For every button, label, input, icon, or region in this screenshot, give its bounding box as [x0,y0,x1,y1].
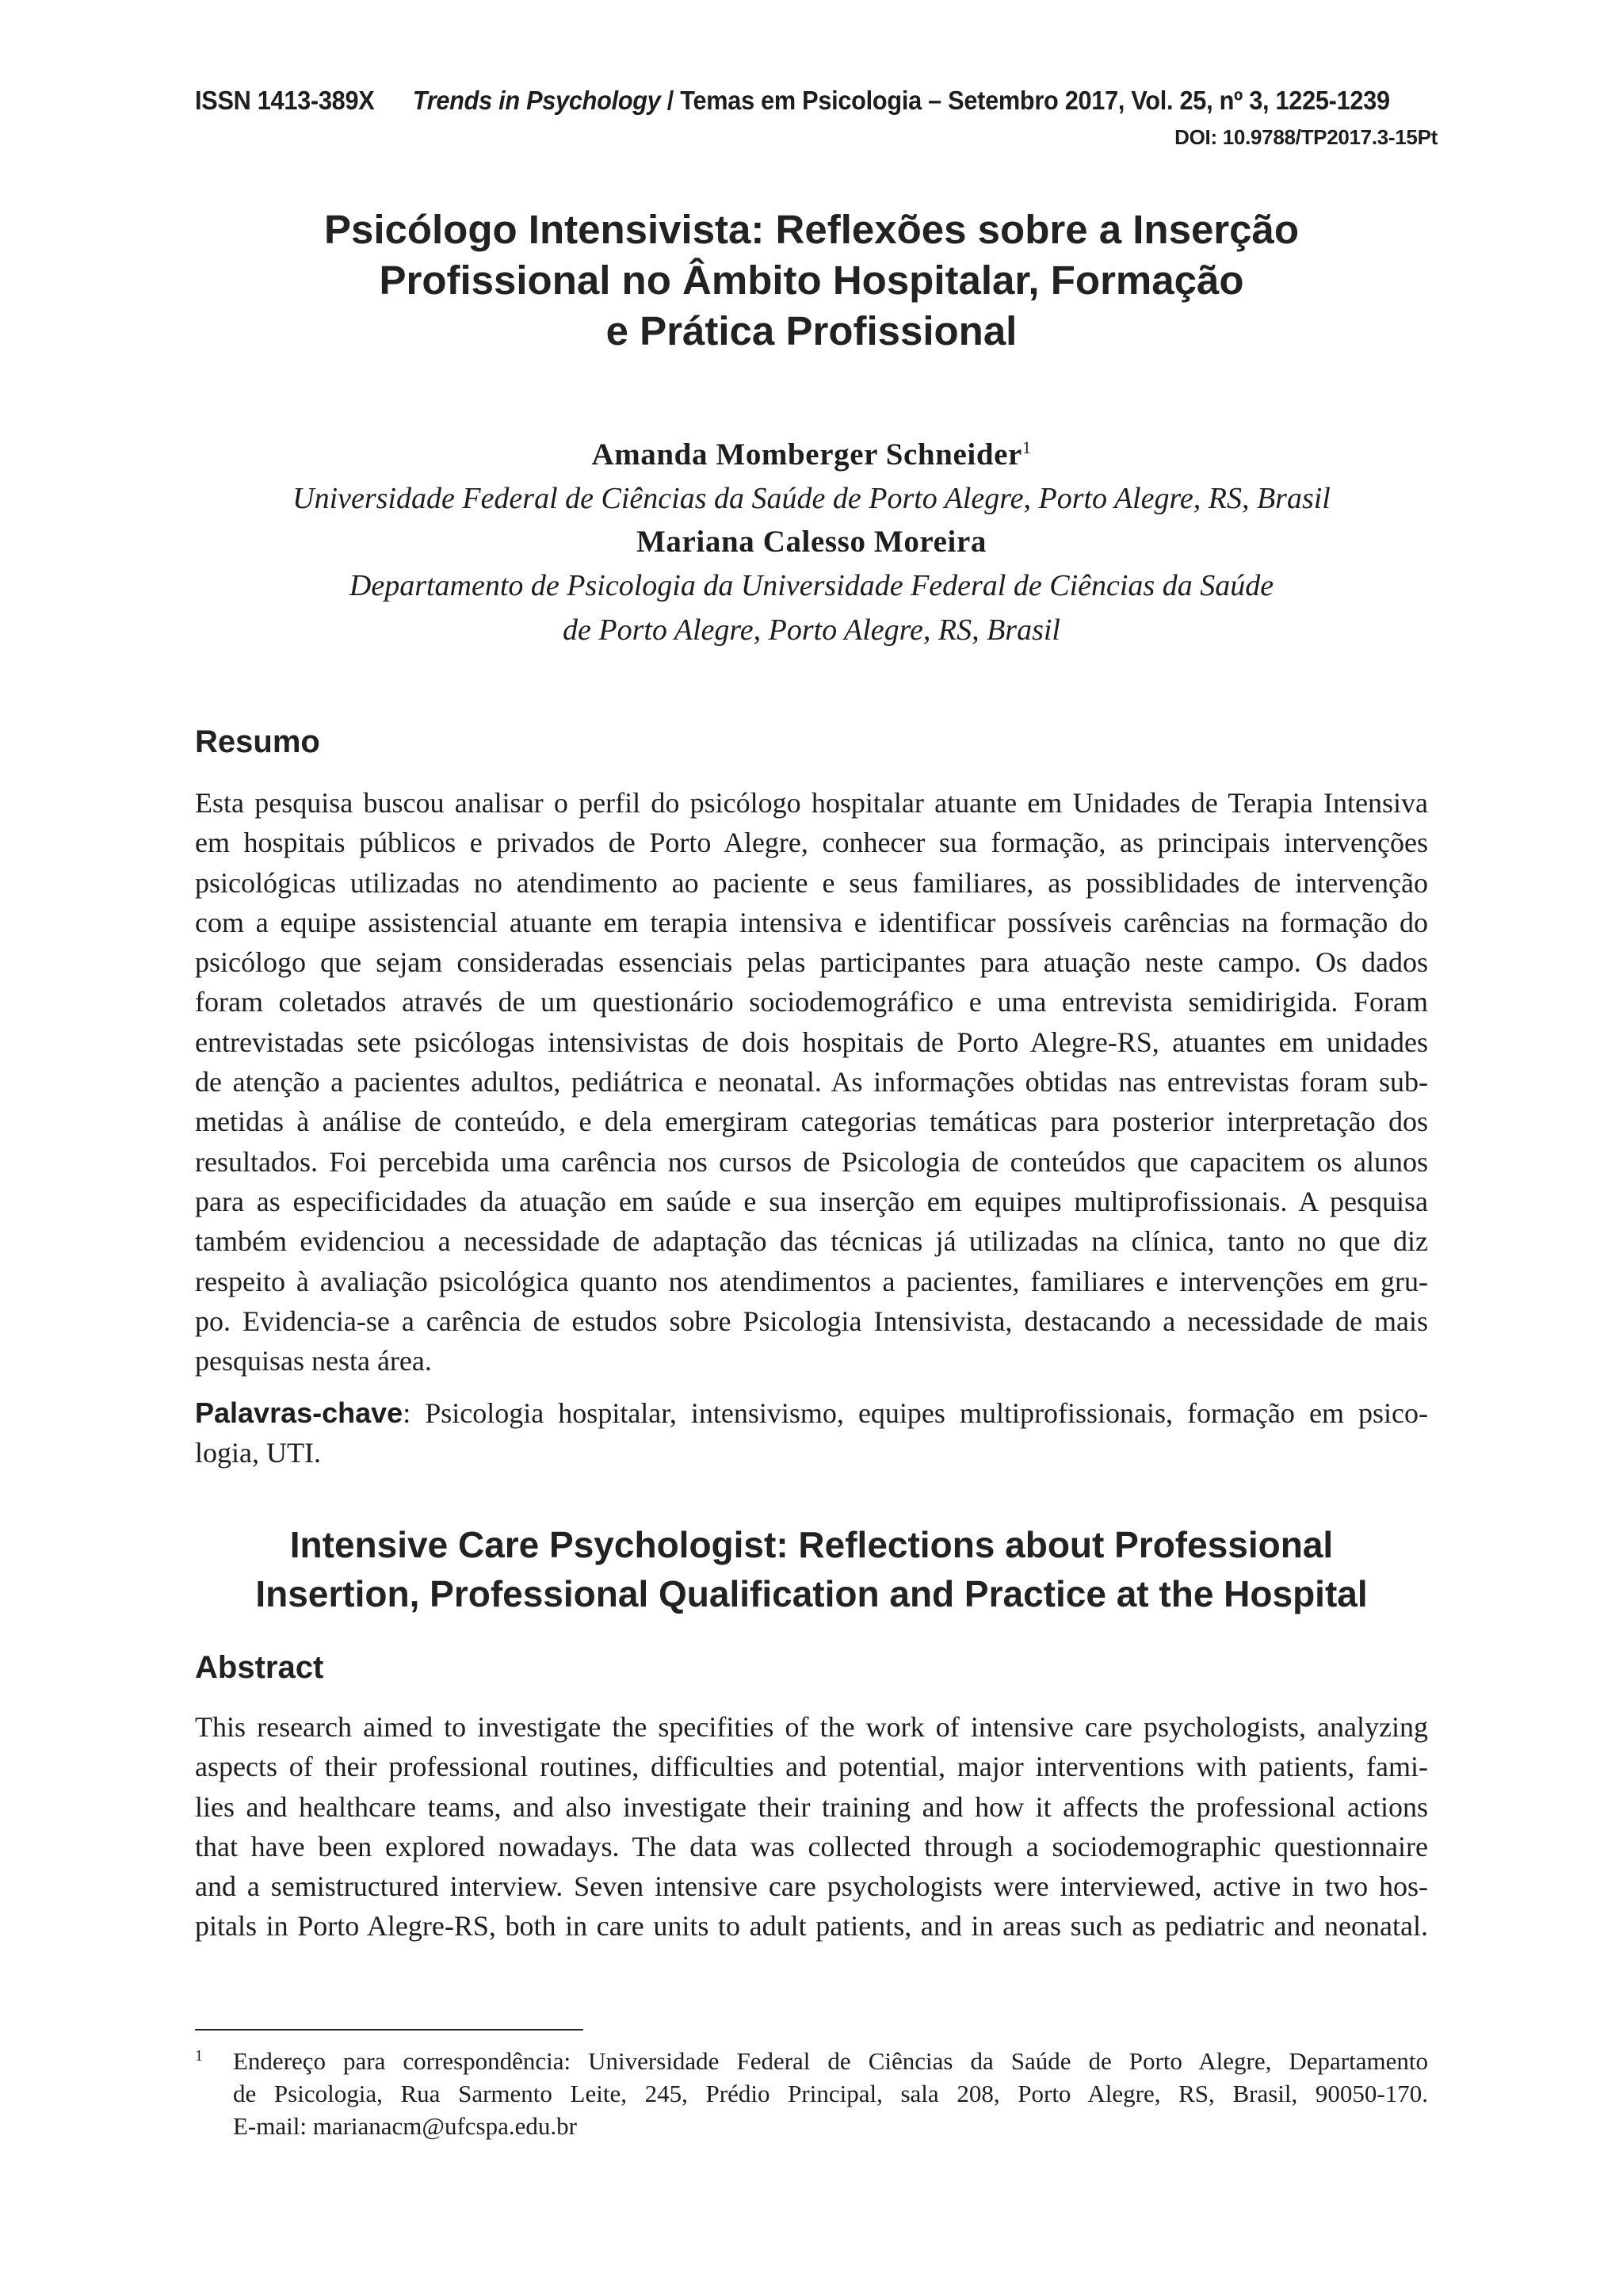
author-affiliation: de Porto Alegre, Porto Alegre, RS, Brasil [563,613,1060,647]
keywords-line: logia, UTI. [195,1437,321,1469]
journal-issue-info: / Temas em Psicologia – Setembro 2017, Vol. 25, nº 3, 1225-1239 [660,86,1390,115]
resumo-line: psicológicas utilizadas no atendimento ao paciente e seus familiares, as possiblidades de intervenção [195,866,1428,899]
author-name: Mariana Calesso Moreira [636,525,987,559]
authors-block [195,426,1428,652]
footnote-divider [195,2029,583,2030]
running-header [195,86,1390,116]
resumo-line: de atenção a pacientes adultos, pediátrica e neonatal. As informações obtidas nas entrevistas foram sub- [195,1066,1428,1098]
resumo-heading: Resumo [195,724,320,759]
keywords-line: Palavras-chave: Psicologia hospitalar, intensivismo, equipes multiprofissionais, formação em psico- [195,1396,1428,1429]
title-pt-line: Psicólogo Intensivista: Reflexões sobre a Inserção [323,207,1300,252]
author-affiliation: Departamento de Psicologia da Universidade Federal de Ciências da Saúde [349,569,1274,602]
author-name: Amanda Momberger Schneider$^1$ [591,437,1032,472]
title-en-line: Insertion, Professional Qualification and Practice at the Hospital [255,1573,1368,1614]
resumo-line: respeito à avaliação psicológica quanto nos atendimentos a pacientes, familiares e intervenções em gru- [195,1265,1428,1297]
abstract-line: This research aimed to investigate the specifities of the work of intensive care psychologists, analyzing [195,1711,1428,1743]
article-title-pt [195,204,1428,357]
footnote-body [233,2045,1428,2142]
abstract-heading: Abstract [195,1650,324,1685]
title-pt-line: e Prática Profissional [605,308,1018,353]
resumo-line: Esta pesquisa buscou analisar o perfil do psicólogo hospitalar atuante em Unidades de Terapia Intensiva [195,787,1428,819]
resumo-body [195,783,1428,1381]
footnote-mark: 1 [1022,437,1032,457]
title-en-line: Intensive Care Psychologist: Reflections about Professional [289,1524,1334,1565]
resumo-line: metidas à análise de conteúdo, e dela emergiram categorias temáticas para posterior interpretação dos [195,1106,1428,1138]
footnote-line: E-mail: marianacm@ufcspa.edu.br [233,2112,577,2140]
abstract-line: aspects of their professional routines, difficulties and potential, major interventions with patients, fami- [195,1751,1428,1783]
doi: DOI: 10.9788/TP2017.3-15Pt [1174,125,1438,149]
article-title-en [195,1520,1428,1618]
title-pt-line: Profissional no Âmbito Hospitalar, Formação [379,258,1244,303]
keywords-label: Palavras-chave [195,1396,403,1429]
abstract-body [195,1707,1428,1946]
abstract-line: pitals in Porto Alegre-RS, both in care units to adult patients, and in areas such as pediatric and neonatal. [195,1910,1428,1943]
resumo-line: também evidenciou a necessidade de adaptação das técnicas já utilizadas na clínica, tanto no que diz [195,1225,1428,1258]
resumo-line: resultados. Foi percebida uma carência nos cursos de Psicologia de conteúdos que capacitem os alunos [195,1145,1428,1178]
resumo-line: foram coletados através de um questionário sociodemográfico e uma entrevista semidirigida. Foram [195,986,1428,1018]
footnote-line: de Psicologia, Rua Sarmento Leite, 245, Prédio Principal, sala 208, Porto Alegre, RS, Brasil, 90050-170. [233,2080,1428,2107]
abstract-line: that have been explored nowadays. The data was collected through a sociodemographic questionnaire [195,1830,1428,1862]
abstract-line: lies and healthcare teams, and also investigate their training and how it affects the professional actions [195,1790,1428,1823]
resumo-line: para as especificidades da atuação em saúde e sua inserção em equipes multiprofissionais. A pesquisa [195,1185,1428,1217]
author-affiliation: Universidade Federal de Ciências da Saúde de Porto Alegre, Porto Alegre, RS, Brasil [292,482,1331,515]
footnote-number: 1 [195,2047,203,2065]
resumo-line: po. Evidencia-se a carência de estudos sobre Psicologia Intensivista, destacando a necessidade de mais [195,1305,1428,1337]
journal-name: Trends in Psychology [412,86,661,115]
keywords [195,1393,1428,1473]
resumo-line: psicólogo que sejam consideradas essenciais pelas participantes para atuação neste campo. Os dados [195,946,1428,979]
resumo-line: em hospitais públicos e privados de Porto Alegre, conhecer sua formação, as principais intervenções [195,827,1428,859]
footnote [195,2045,1428,2142]
resumo-line: entrevistadas sete psicólogas intensivistas de dois hospitais de Porto Alegre-RS, atuantes em unidades [195,1026,1428,1058]
issn: ISSN 1413-389X [195,86,375,115]
abstract-line: and a semistructured interview. Seven intensive care psychologists were interviewed, active in two hos- [195,1870,1428,1903]
footnote-line: Endereço para correspondência: Universidade Federal de Ciências da Saúde de Porto Alegre, Departamento [233,2047,1428,2075]
resumo-line: pesquisas nesta área. [195,1345,432,1377]
resumo-line: com a equipe assistencial atuante em terapia intensiva e identificar possíveis carências na formação do [195,906,1428,938]
